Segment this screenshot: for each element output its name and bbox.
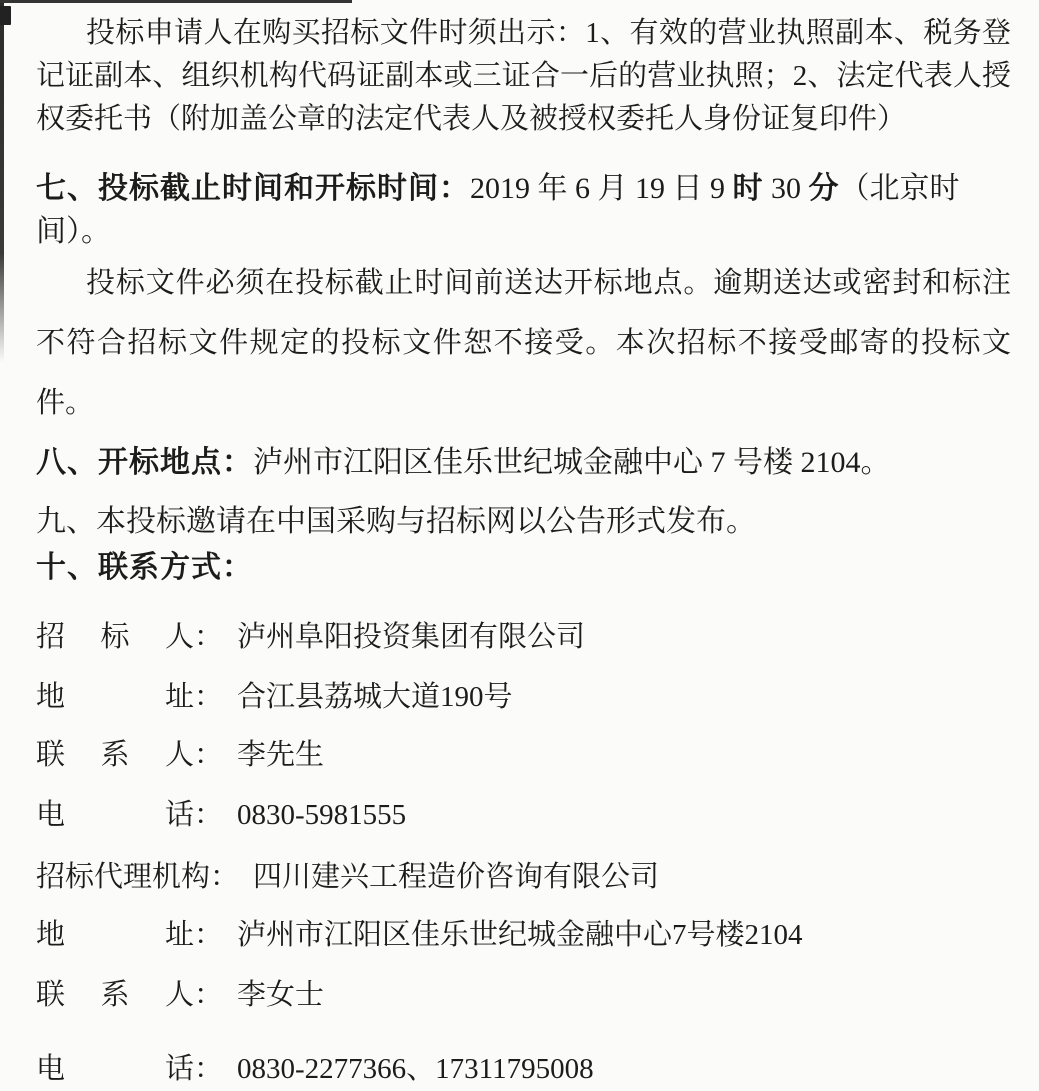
contact-colon: ：: [194, 621, 224, 653]
contact-colon: ：: [194, 681, 224, 713]
contact-row-agency: [36, 856, 1011, 899]
section-7-deadline-heading: 七、投标截止时间和开标时间：2019 年 6 月 19 日 9 时 30 分（北京时间）。: [36, 172, 960, 248]
contact-label: 地址: [36, 681, 194, 713]
contact-row-bidder: [36, 616, 1011, 659]
requirements-paragraph: 投标申请人在购买招标文件时须出示：1、有效的营业执照副本、税务登记证副本、组织机构代码证副本或三证合一后的营业执照；2、法定代表人授权委托书（附加盖公章的法定代表人及被授权委托人身份证复印件）: [36, 17, 1011, 135]
contact-label: 招标人: [36, 621, 194, 653]
contact-label: 电话: [36, 799, 194, 831]
section-8-opening-location-heading: 八、开标地点：泸州市江阳区佳乐世纪城金融中心 7 号楼 2104。: [36, 446, 891, 479]
delivery-paragraph: 投标文件必须在投标截止时间前送达开标地点。逾期送达或密封和标注不符合招标文件规定的投标文件恕不接受。本次招标不接受邮寄的投标文件。: [36, 267, 1011, 419]
contact-colon: ：: [194, 1053, 224, 1085]
contact-label: 联系人: [36, 739, 194, 771]
contact-label: 电话: [36, 1053, 194, 1085]
scan-edge-top-artifact: [0, 0, 352, 3]
scan-edge-left-artifact: [0, 0, 4, 362]
contact-colon: ：: [194, 919, 224, 951]
contact-row-phone-2: [36, 1048, 1011, 1091]
contact-value: 泸州市江阳区佳乐世纪城金融中心7号楼2104: [237, 919, 803, 951]
contact-colon: ：: [210, 861, 240, 893]
contact-value: 泸州阜阳投资集团有限公司: [237, 621, 586, 653]
contact-value: 李女士: [237, 979, 325, 1011]
contact-label: 联系人: [36, 979, 194, 1011]
contact-row-address-1: [36, 676, 1011, 719]
contact-row-address-2: [36, 914, 1011, 957]
section-10-contact-heading: 十、联系方式：: [36, 551, 253, 584]
section-9-announcement-line: 九、本投标邀请在中国采购与招标网以公告形式发布。: [36, 505, 756, 538]
contact-colon: ：: [194, 979, 224, 1011]
contact-value: 0830-2277366、17311795008: [237, 1053, 594, 1085]
contact-row-phone-1: [36, 794, 1011, 837]
contact-value: 李先生: [237, 739, 325, 771]
contact-colon: ：: [194, 739, 224, 771]
contact-label: 招标代理机构: [36, 861, 211, 893]
contact-value: 0830-5981555: [237, 799, 407, 831]
contact-colon: ：: [194, 799, 224, 831]
contact-label: 地址: [36, 919, 194, 951]
contact-row-contact-person-1: [36, 734, 1011, 777]
contact-value: 合江县荔城大道190号: [237, 681, 513, 713]
contact-value: 四川建兴工程造价咨询有限公司: [253, 861, 660, 893]
contact-row-contact-person-2: [36, 974, 1011, 1017]
scan-corner-mark-artifact: [0, 6, 11, 25]
